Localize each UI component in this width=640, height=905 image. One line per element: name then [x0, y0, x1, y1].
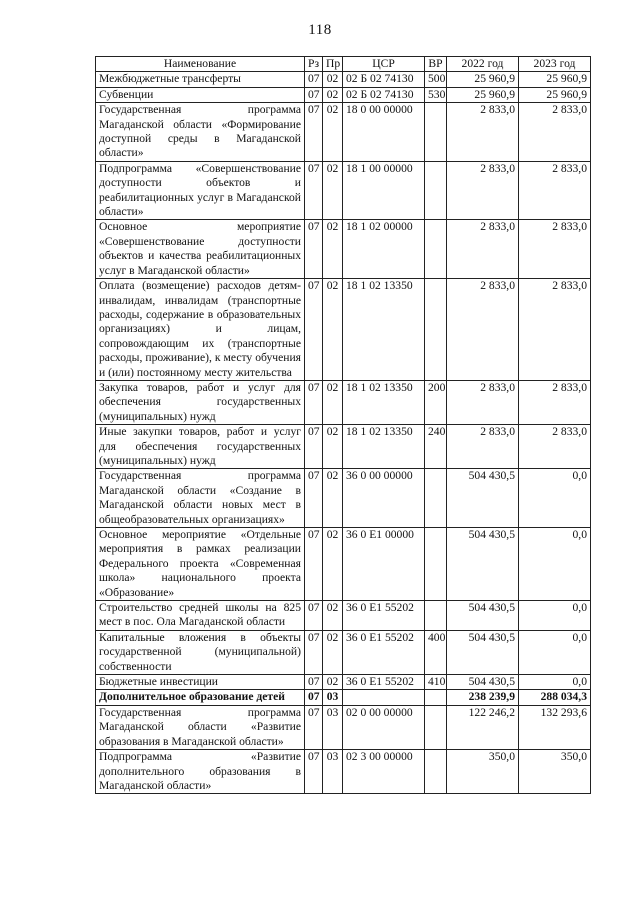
- cell-2023: 2 833,0: [519, 425, 591, 469]
- cell-rz: 07: [305, 601, 323, 631]
- cell-2022: 2 833,0: [447, 279, 519, 381]
- cell-rz: 07: [305, 425, 323, 469]
- cell-name: Строительство средней школы на 825 мест в пос. Ола Магаданской области: [96, 601, 305, 631]
- header-pr: Пр: [323, 57, 343, 72]
- cell-rz: 07: [305, 220, 323, 279]
- cell-2022: 504 430,5: [447, 601, 519, 631]
- table-row: [96, 279, 591, 381]
- cell-vr: [425, 279, 447, 381]
- cell-csr: 18 1 00 00000: [343, 161, 425, 220]
- cell-2022: 25 960,9: [447, 72, 519, 87]
- table-row: [96, 630, 591, 674]
- table-row: [96, 601, 591, 631]
- cell-name: Иные закупки товаров, работ и услуг для обеспечения государственных (муниципальных) нужд: [96, 425, 305, 469]
- cell-pr: 02: [323, 220, 343, 279]
- cell-name: Закупка товаров, работ и услуг для обеспечения государственных (муниципальных) нужд: [96, 380, 305, 424]
- cell-2022: 2 833,0: [447, 425, 519, 469]
- cell-vr: 240: [425, 425, 447, 469]
- cell-2023: 2 833,0: [519, 220, 591, 279]
- cell-2022: 504 430,5: [447, 469, 519, 528]
- cell-name: Подпрограмма «Развитие дополнительного образования в Магаданской области»: [96, 750, 305, 794]
- cell-csr: 02 3 00 00000: [343, 750, 425, 794]
- table-row: [96, 705, 591, 749]
- table-row: [96, 469, 591, 528]
- cell-rz: 07: [305, 750, 323, 794]
- cell-vr: [425, 469, 447, 528]
- cell-pr: 02: [323, 87, 343, 102]
- cell-csr: 02 0 00 00000: [343, 705, 425, 749]
- cell-csr: 36 0 E1 55202: [343, 630, 425, 674]
- cell-2022: 2 833,0: [447, 103, 519, 162]
- cell-rz: 07: [305, 690, 323, 705]
- cell-2023: 2 833,0: [519, 103, 591, 162]
- page-number: 118: [308, 22, 332, 38]
- cell-2022: 2 833,0: [447, 380, 519, 424]
- cell-name: Межбюджетные трансферты: [96, 72, 305, 87]
- cell-vr: 500: [425, 72, 447, 87]
- cell-csr: [343, 690, 425, 705]
- cell-2023: 0,0: [519, 528, 591, 601]
- table-row: [96, 380, 591, 424]
- cell-csr: 02 Б 02 74130: [343, 72, 425, 87]
- cell-vr: [425, 161, 447, 220]
- cell-rz: 07: [305, 675, 323, 690]
- table-row: [96, 528, 591, 601]
- cell-rz: 07: [305, 469, 323, 528]
- cell-2022: 2 833,0: [447, 220, 519, 279]
- table-row: [96, 750, 591, 794]
- table-row: [96, 690, 591, 705]
- cell-vr: [425, 750, 447, 794]
- cell-2022: 2 833,0: [447, 161, 519, 220]
- cell-2022: 350,0: [447, 750, 519, 794]
- cell-csr: 36 0 00 00000: [343, 469, 425, 528]
- cell-csr: 18 1 02 13350: [343, 279, 425, 381]
- cell-vr: [425, 601, 447, 631]
- cell-2022: 504 430,5: [447, 630, 519, 674]
- cell-vr: [425, 690, 447, 705]
- cell-name: Капитальные вложения в объекты государственной (муниципальной) собственности: [96, 630, 305, 674]
- header-rz: Рз: [305, 57, 323, 72]
- cell-pr: 02: [323, 601, 343, 631]
- cell-csr: 18 1 02 13350: [343, 380, 425, 424]
- table-header-row: [96, 57, 591, 72]
- header-2023: 2023 год: [519, 57, 591, 72]
- cell-pr: 02: [323, 279, 343, 381]
- table-row: [96, 161, 591, 220]
- cell-csr: 18 1 02 13350: [343, 425, 425, 469]
- cell-rz: 07: [305, 279, 323, 381]
- cell-vr: [425, 103, 447, 162]
- cell-2023: 132 293,6: [519, 705, 591, 749]
- cell-name: Основное мероприятие «Совершенствование доступности объектов и качества реабилитационных услуг в Магаданской области»: [96, 220, 305, 279]
- cell-2023: 25 960,9: [519, 72, 591, 87]
- cell-vr: [425, 705, 447, 749]
- cell-rz: 07: [305, 380, 323, 424]
- cell-vr: [425, 528, 447, 601]
- header-vr: ВР: [425, 57, 447, 72]
- cell-csr: 18 1 02 00000: [343, 220, 425, 279]
- cell-2022: 504 430,5: [447, 528, 519, 601]
- cell-2022: 25 960,9: [447, 87, 519, 102]
- cell-pr: 03: [323, 750, 343, 794]
- cell-csr: 36 0 E1 00000: [343, 528, 425, 601]
- cell-vr: 410: [425, 675, 447, 690]
- cell-rz: 07: [305, 103, 323, 162]
- table-row: [96, 87, 591, 102]
- cell-2023: 350,0: [519, 750, 591, 794]
- cell-csr: 36 0 E1 55202: [343, 675, 425, 690]
- header-2022: 2022 год: [447, 57, 519, 72]
- cell-vr: 200: [425, 380, 447, 424]
- cell-pr: 02: [323, 469, 343, 528]
- cell-rz: 07: [305, 161, 323, 220]
- cell-pr: 02: [323, 161, 343, 220]
- table-row: [96, 220, 591, 279]
- cell-2023: 0,0: [519, 601, 591, 631]
- cell-pr: 03: [323, 705, 343, 749]
- cell-pr: 02: [323, 425, 343, 469]
- cell-pr: 02: [323, 103, 343, 162]
- cell-rz: 07: [305, 528, 323, 601]
- cell-2022: 122 246,2: [447, 705, 519, 749]
- cell-name: Дополнительное образование детей: [96, 690, 305, 705]
- table-row: [96, 103, 591, 162]
- cell-rz: 07: [305, 87, 323, 102]
- cell-2023: 25 960,9: [519, 87, 591, 102]
- cell-2023: 0,0: [519, 469, 591, 528]
- cell-name: Основное мероприятие «Отдельные мероприятия в рамках реализации Федерального проекта «Современная школа» национального проекта «Образование»: [96, 528, 305, 601]
- cell-pr: 02: [323, 630, 343, 674]
- cell-2023: 2 833,0: [519, 279, 591, 381]
- cell-name: Государственная программа Магаданской области «Формирование доступной среды в Магаданской области»: [96, 103, 305, 162]
- cell-pr: 03: [323, 690, 343, 705]
- table-row: [96, 72, 591, 87]
- header-name: Наименование: [96, 57, 305, 72]
- cell-name: Государственная программа Магаданской области «Развитие образования в Магаданской области»: [96, 705, 305, 749]
- cell-name: Оплата (возмещение) расходов детям-инвалидам, инвалидам (транспортные расходы, содержание в образовательных организациях) и лицам, сопровождающим их (транспортные расходы, проживание), к месту обучения и (или) постоянному месту жительства: [96, 279, 305, 381]
- cell-name: Субвенции: [96, 87, 305, 102]
- cell-pr: 02: [323, 528, 343, 601]
- cell-name: Государственная программа Магаданской области «Создание в Магаданской области новых мест в общеобразовательных организациях»: [96, 469, 305, 528]
- cell-2023: 2 833,0: [519, 380, 591, 424]
- table-row: [96, 425, 591, 469]
- cell-csr: 18 0 00 00000: [343, 103, 425, 162]
- cell-vr: 400: [425, 630, 447, 674]
- cell-vr: [425, 220, 447, 279]
- cell-2022: 238 239,9: [447, 690, 519, 705]
- cell-pr: 02: [323, 675, 343, 690]
- cell-csr: 36 0 E1 55202: [343, 601, 425, 631]
- header-csr: ЦСР: [343, 57, 425, 72]
- cell-pr: 02: [323, 380, 343, 424]
- cell-csr: 02 Б 02 74130: [343, 87, 425, 102]
- cell-2023: 0,0: [519, 675, 591, 690]
- cell-name: Бюджетные инвестиции: [96, 675, 305, 690]
- cell-name: Подпрограмма «Совершенствование доступности объектов и реабилитационных услуг в Магаданской области»: [96, 161, 305, 220]
- cell-vr: 530: [425, 87, 447, 102]
- cell-2023: 0,0: [519, 630, 591, 674]
- table-row: [96, 675, 591, 690]
- cell-2023: 288 034,3: [519, 690, 591, 705]
- cell-2023: 2 833,0: [519, 161, 591, 220]
- cell-pr: 02: [323, 72, 343, 87]
- cell-2022: 504 430,5: [447, 675, 519, 690]
- cell-rz: 07: [305, 705, 323, 749]
- cell-rz: 07: [305, 630, 323, 674]
- cell-rz: 07: [305, 72, 323, 87]
- budget-table: [95, 56, 591, 794]
